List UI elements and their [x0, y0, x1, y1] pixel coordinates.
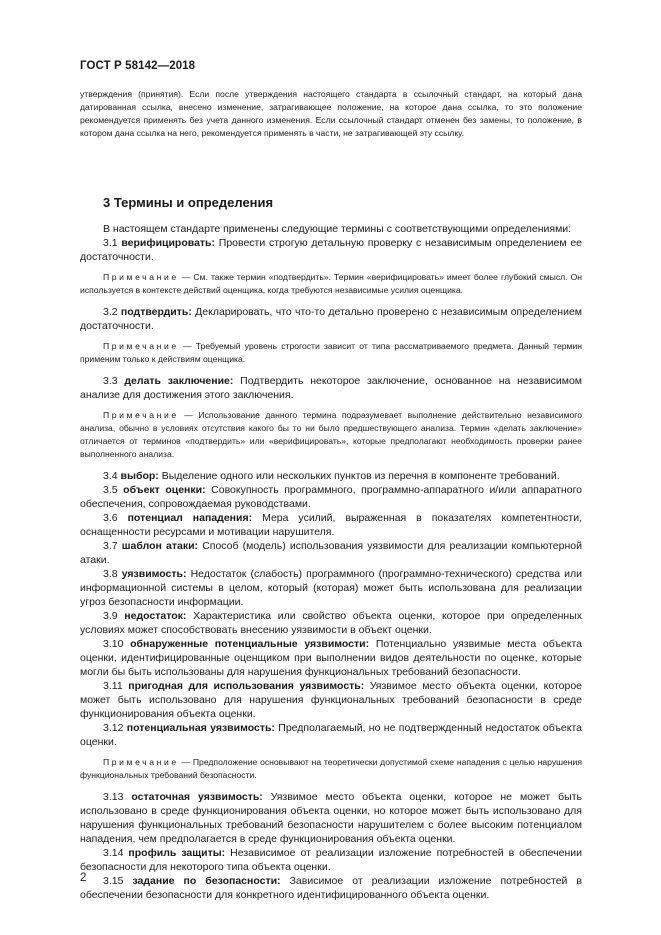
note-label: Примечание: [103, 272, 179, 282]
term-number: 3.4: [103, 470, 118, 482]
note-label: Примечание: [103, 410, 179, 420]
term-number: 3.1: [103, 237, 118, 249]
term-definition: Выделение одного или нескольких пунктов из перечня в компоненте требований.: [161, 470, 560, 482]
term-definition: Подтвердить некоторое заключение, основанное на независимом анализе для достижения этого заключения.: [80, 375, 583, 401]
term-number: 3.9: [103, 610, 118, 622]
term-definition: Уязвимое место объекта оценки, которое может быть использовано для нарушения функциональных требований безопасности в среде функционирования объекта оценки.: [80, 680, 583, 720]
term-name: подтвердить:: [120, 306, 192, 318]
term-number: 3.3: [103, 375, 118, 387]
term-name: уязвимость:: [121, 568, 187, 580]
term-name: пригодная для использования уязвимость:: [128, 680, 365, 692]
term-definition: Мера усилий, выраженная в показателях компетентности, оснащенности ресурсами и мотивации нарушителя.: [80, 512, 583, 538]
term-definition: Декларировать, что что-то детально проверено с независимым определением достаточности.: [80, 306, 582, 332]
term-3-1: [80, 236, 582, 264]
lead-paragraph: В настоящем стандарте применены следующие термины с соответствующими определениями:: [103, 223, 572, 235]
term-name: верифицировать:: [121, 237, 216, 249]
term-number: 3.14: [103, 847, 124, 859]
term-number: 3.2: [103, 306, 118, 318]
term-3-8: [80, 567, 582, 609]
note-3-1: [80, 271, 582, 297]
note-text: — Использование данного термина подразумевает выполнение действительно независимого анализа, обычно в условиях отсутствия какого бы то ни было предшествующего анализа. Термин «делать заключение» отличается от терминов «подтвердить» или «верифицировать», которые предполагают необходимость проверки ранее выполненного анализа.: [80, 410, 582, 459]
term-name: объект оценки:: [123, 484, 206, 496]
term-definition: Способ (модель) использования уязвимости для реализации компьютерной атаки.: [80, 540, 582, 566]
note-label: Примечание: [103, 757, 179, 767]
term-definition: Провести строгую детальную проверку с независимым определением ее достаточности.: [80, 237, 583, 263]
term-name: недостаток:: [124, 610, 187, 622]
term-number: 3.7: [103, 540, 118, 552]
page-number: 2: [80, 872, 87, 884]
term-number: 3.13: [103, 791, 124, 803]
term-3-7: [80, 539, 582, 567]
term-3-4: [80, 469, 582, 483]
intro-paragraph: утверждения (принятия). Если после утверждения настоящего стандарта в ссылочный стандарт, на который дана датированная ссылка, внесено изменение, затрагивающее положение, на которое дана ссылка, то это положение рекомендуется применять без учета данного изменения. Если ссылочный стандарт отменен без замены, то положение, в котором дана ссылка на него, рекомендуется применять в части, не затрагивающей эту ссылку.: [80, 89, 582, 138]
term-number: 3.8: [103, 568, 118, 580]
note-text: — Требуемый уровень строгости зависит от типа рассматриваемого предмета. Данный термин применим только к действиям оценщика.: [80, 341, 583, 364]
term-name: задание по безопасности:: [132, 875, 281, 887]
section-title: 3 Термины и определения: [103, 195, 274, 210]
note-3-3: [80, 409, 582, 461]
term-3-14: [80, 846, 582, 874]
term-3-11: [80, 679, 582, 721]
note-label: Примечание: [103, 341, 179, 351]
term-number: 3.5: [103, 484, 118, 496]
term-name: выбор:: [120, 470, 159, 482]
term-definition: Зависимое от реализации изложение потребностей в обеспечении безопасности для конкретного идентифицированного объекта оценки.: [80, 875, 583, 901]
term-3-12: [80, 721, 582, 749]
term-number: 3.10: [103, 638, 124, 650]
note-3-2: [80, 340, 582, 366]
term-definition: Потенциально уязвимые места объекта оценки, идентифицированные оценщиком при выполнении видов деятельности по оценке, которые могли бы быть использованы для нарушения функциональных требований безопасности.: [80, 638, 583, 678]
term-name: остаточная уязвимость:: [131, 791, 263, 803]
term-3-6: [80, 511, 582, 539]
term-definition: Независимое от реализации изложение потребностей в обеспечении безопасности для некоторого типа объекта оценки.: [80, 847, 582, 873]
term-3-5: [80, 483, 582, 511]
term-definition: Характеристика или свойство объекта оценки, которое при определенных условиях может способствовать внесению уязвимости в объект оценки.: [80, 610, 583, 636]
term-name: потенциал нападения:: [127, 512, 253, 524]
term-name: обнаруженные потенциальные уязвимости:: [130, 638, 370, 650]
term-3-10: [80, 637, 582, 679]
term-definition: Предполагаемый, но не подтвержденный недостаток объекта оценки.: [80, 722, 583, 748]
note-text: — См. также термин «подтвердить». Термин «верифицировать» имеет более глубокий смысл. Он используется в контексте действий оценщика, когда требуются независимые усилия оценщика.: [80, 272, 582, 295]
term-3-9: [80, 609, 582, 637]
note-3-12: [80, 756, 582, 782]
term-number: 3.6: [103, 512, 118, 524]
term-definition: Уязвимое место объекта оценки, которое не может быть использовано в среде функционирования объекта оценки, но которое может быть использовано для нарушения функциональных требований безопасности нарушителем с более высоким потенциалом нападения, чем предполагается в среде функционирования объекта оценки.: [80, 791, 583, 845]
term-3-13: [80, 790, 582, 846]
term-3-15: [80, 874, 582, 902]
term-number: 3.11: [103, 680, 123, 692]
term-3-2: [80, 305, 582, 333]
term-number: 3.12: [103, 722, 124, 734]
term-name: делать заключение:: [124, 375, 234, 387]
note-text: — Предположение основывают на теоретически допустимой схеме нападения с целью нарушения функциональных требований безопасности.: [80, 757, 582, 780]
term-name: профиль защиты:: [128, 847, 226, 859]
term-name: шаблон атаки:: [121, 540, 199, 552]
document-header: ГОСТ Р 58142—2018: [80, 60, 196, 72]
page-content: [80, 88, 582, 902]
term-name: потенциальная уязвимость:: [126, 722, 275, 734]
term-3-3: [80, 374, 582, 402]
term-definition: Недостаток (слабость) программного (программно-технического) средства или информационной системы в целом, который (которая) может быть использована для реализации угроз безопасности информации.: [80, 568, 582, 608]
term-number: 3.15: [103, 875, 124, 887]
term-definition: Совокупность программного, программно-аппаратного и/или аппаратного обеспечения, сопровождаемая руководствами.: [80, 484, 583, 510]
